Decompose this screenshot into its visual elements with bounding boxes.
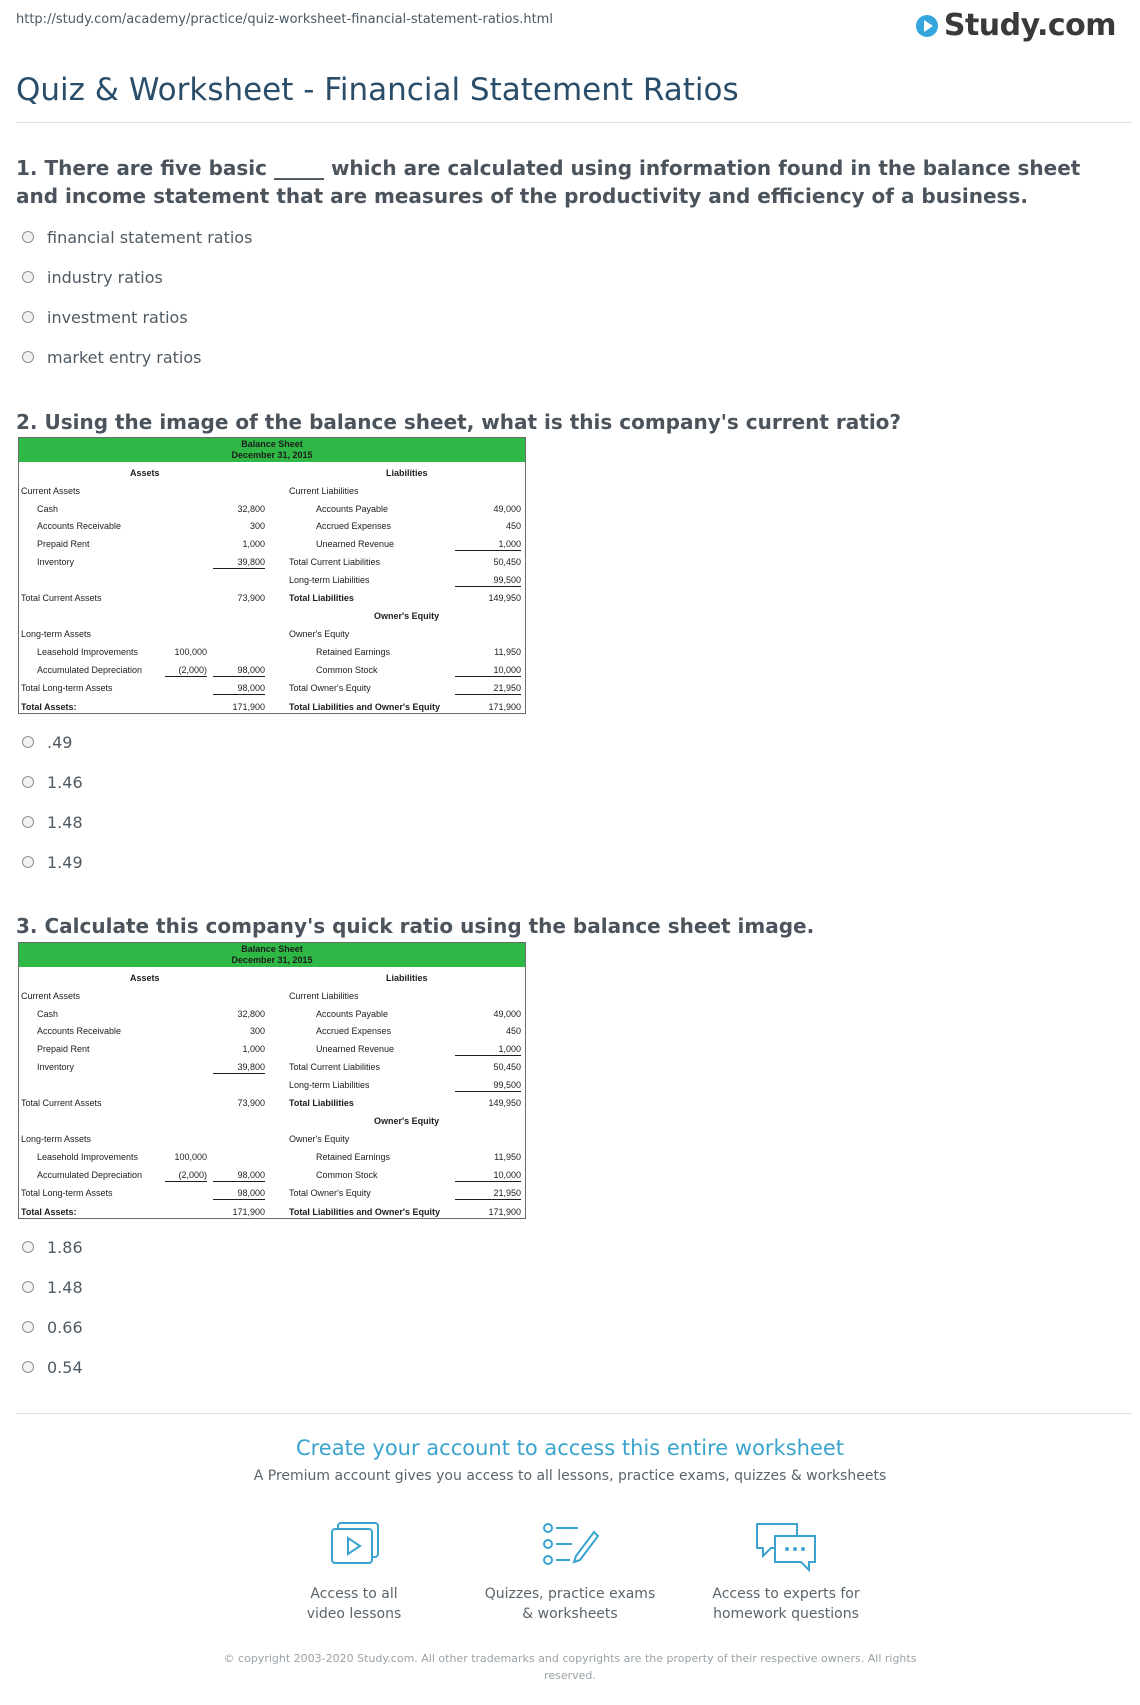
balance-sheet-title: Balance Sheet xyxy=(241,944,303,954)
feature-video-lessons xyxy=(254,1520,454,1624)
cta-subtitle: A Premium account gives you access to all lessons, practice exams, quizzes & worksheets xyxy=(253,1468,887,1484)
total-owners-equity-label: Total Owner's Equity xyxy=(289,1188,371,1198)
question-2-text: 2. Using the image of the balance sheet, what is this company's current ratio? xyxy=(16,410,902,434)
inventory-value: 39,800 xyxy=(213,556,265,569)
total-lt-assets-value: 98,000 xyxy=(213,1187,265,1200)
option-label: industry ratios xyxy=(47,267,163,287)
current-liabilities-label: Current Liabilities xyxy=(289,991,359,1001)
answer-option[interactable] xyxy=(22,1307,83,1347)
feature-label: homework questions xyxy=(713,1606,859,1622)
common-value: 10,000 xyxy=(455,1169,521,1182)
radio-button[interactable] xyxy=(22,736,34,748)
retained-label: Retained Earnings xyxy=(316,647,391,657)
leasehold-value: 100,000 xyxy=(174,1152,207,1162)
ar-value: 300 xyxy=(249,1026,265,1036)
option-label: 1.46 xyxy=(47,772,83,792)
radio-button[interactable] xyxy=(22,231,34,243)
accrued-label: Accrued Expenses xyxy=(316,1026,392,1036)
cash-value: 32,800 xyxy=(237,1009,265,1019)
common-value: 10,000 xyxy=(455,664,521,677)
accrued-label: Accrued Expenses xyxy=(316,521,392,531)
inventory-label: Inventory xyxy=(37,557,75,567)
feature-label: video lessons xyxy=(306,1606,402,1622)
ap-label: Accounts Payable xyxy=(316,1009,389,1019)
question-3-options xyxy=(22,1227,83,1387)
answer-option[interactable] xyxy=(22,1227,83,1267)
common-label: Common Stock xyxy=(316,665,378,675)
total-liabilities-label: Total Liabilities xyxy=(289,593,354,603)
answer-option[interactable] xyxy=(22,1347,83,1387)
lt-liabilities-value: 99,500 xyxy=(455,1079,521,1092)
feature-label: Access to experts for xyxy=(712,1586,860,1602)
total-liabilities-label: Total Liabilities xyxy=(289,1098,354,1108)
feature-label: Quizzes, practice exams xyxy=(484,1586,656,1602)
option-label: 0.54 xyxy=(47,1357,83,1377)
total-le-label: Total Liabilities and Owner's Equity xyxy=(289,1207,440,1217)
option-label: 1.48 xyxy=(47,1277,83,1297)
accum-dep-label: Accumulated Depreciation xyxy=(37,665,143,675)
option-label: investment ratios xyxy=(47,307,188,327)
ap-label: Accounts Payable xyxy=(316,504,389,514)
current-assets-label: Current Assets xyxy=(21,486,81,496)
option-label: market entry ratios xyxy=(47,347,202,367)
total-current-liabilities-value: 50,450 xyxy=(493,557,521,567)
feature-label: & worksheets xyxy=(522,1606,618,1622)
cash-label: Cash xyxy=(37,1009,59,1019)
cash-value: 32,800 xyxy=(237,504,265,514)
unearned-label: Unearned Revenue xyxy=(316,539,395,549)
ar-label: Accounts Receivable xyxy=(37,1026,122,1036)
option-label: 0.66 xyxy=(47,1317,83,1337)
total-current-liabilities-label: Total Current Liabilities xyxy=(289,1062,381,1072)
balance-sheet-image xyxy=(18,942,526,1219)
prepaid-value: 1,000 xyxy=(242,1044,265,1054)
chat-bubbles-icon xyxy=(753,1520,819,1572)
accum-dep-label: Accumulated Depreciation xyxy=(37,1170,143,1180)
answer-option[interactable] xyxy=(22,722,83,762)
radio-button[interactable] xyxy=(22,1241,34,1253)
inventory-label: Inventory xyxy=(37,1062,75,1072)
video-lessons-icon xyxy=(324,1520,384,1572)
owners-equity-header: Owner's Equity xyxy=(374,611,440,621)
total-assets-label: Total Assets: xyxy=(21,702,77,712)
total-le-value: 171,900 xyxy=(488,1207,521,1217)
total-current-liabilities-value: 50,450 xyxy=(493,1062,521,1072)
total-lt-assets-label: Total Long-term Assets xyxy=(21,683,113,693)
total-owners-equity-value: 21,950 xyxy=(455,682,521,695)
cta-divider xyxy=(16,1413,1132,1414)
lt-assets-label: Long-term Assets xyxy=(21,1134,92,1144)
radio-button[interactable] xyxy=(22,1361,34,1373)
question-1-options xyxy=(22,217,252,377)
option-label: .49 xyxy=(47,732,73,752)
ar-label: Accounts Receivable xyxy=(37,521,122,531)
prepaid-value: 1,000 xyxy=(242,539,265,549)
retained-label: Retained Earnings xyxy=(316,1152,391,1162)
unearned-value: 1,000 xyxy=(455,1043,521,1056)
owners-equity-header: Owner's Equity xyxy=(374,1116,440,1126)
logo-text: Study.com xyxy=(943,8,1116,43)
ar-value: 300 xyxy=(249,521,265,531)
radio-button[interactable] xyxy=(22,776,34,788)
current-liabilities-label: Current Liabilities xyxy=(289,486,359,496)
option-label: financial statement ratios xyxy=(47,227,253,247)
current-assets-label: Current Assets xyxy=(21,991,81,1001)
total-current-assets-value: 73,900 xyxy=(237,593,265,603)
liabilities-header: Liabilities xyxy=(386,468,428,478)
create-account-link[interactable]: Create your account to access this entire worksheet xyxy=(295,1436,845,1460)
radio-button[interactable] xyxy=(22,1321,34,1333)
radio-button[interactable] xyxy=(22,311,34,323)
accrued-value: 450 xyxy=(505,1026,521,1036)
quiz-list-icon xyxy=(540,1520,600,1572)
unearned-value: 1,000 xyxy=(455,538,521,551)
total-assets-label: Total Assets: xyxy=(21,1207,77,1217)
accum-dep-value: (2,000) xyxy=(165,1169,207,1182)
option-label: 1.86 xyxy=(47,1237,83,1257)
radio-button[interactable] xyxy=(22,271,34,283)
assets-header: Assets xyxy=(130,973,160,983)
answer-option[interactable] xyxy=(22,1267,83,1307)
inventory-value: 39,800 xyxy=(213,1061,265,1074)
answer-option[interactable] xyxy=(22,297,252,337)
lt-liabilities-label: Long-term Liabilities xyxy=(289,575,370,585)
leasehold-label: Leasehold Improvements xyxy=(37,1152,139,1162)
prepaid-label: Prepaid Rent xyxy=(37,1044,90,1054)
balance-sheet-date: December 31, 2015 xyxy=(231,450,313,460)
balance-sheet-title: Balance Sheet xyxy=(241,439,303,449)
question-1-text: 1. There are five basic _____ which are calculated using information found in the balance sheet and income statement that are measures of the productivity and efficiency of a business. xyxy=(16,156,1081,208)
radio-button[interactable] xyxy=(22,351,34,363)
lt-assets-label: Long-term Assets xyxy=(21,629,92,639)
answer-option[interactable] xyxy=(22,217,252,257)
feature-label: Access to all xyxy=(310,1586,398,1602)
option-label: 1.48 xyxy=(47,812,83,832)
unearned-label: Unearned Revenue xyxy=(316,1044,395,1054)
radio-button[interactable] xyxy=(22,816,34,828)
total-le-value: 171,900 xyxy=(488,702,521,712)
question-2-options xyxy=(22,722,83,882)
lt-liabilities-label: Long-term Liabilities xyxy=(289,1080,370,1090)
accum-dep-value: (2,000) xyxy=(165,664,207,677)
accum-dep-net: 98,000 xyxy=(213,664,265,677)
copyright-line: © copyright 2003-2020 Study.com. All other trademarks and copyrights are the property of their respective owners. All rights xyxy=(223,1652,917,1665)
ap-value: 49,000 xyxy=(493,1009,521,1019)
option-label: 1.49 xyxy=(47,852,83,872)
accum-dep-net: 98,000 xyxy=(213,1169,265,1182)
ap-value: 49,000 xyxy=(493,504,521,514)
common-label: Common Stock xyxy=(316,1170,378,1180)
owners-equity-label: Owner's Equity xyxy=(289,629,350,639)
answer-option[interactable] xyxy=(22,337,252,377)
copyright-line: reserved. xyxy=(544,1669,596,1682)
feature-experts xyxy=(686,1520,886,1624)
study-logo[interactable] xyxy=(916,8,1116,43)
lt-liabilities-value: 99,500 xyxy=(455,574,521,587)
question-3-text: 3. Calculate this company's quick ratio using the balance sheet image. xyxy=(16,914,815,938)
total-liabilities-value: 149,950 xyxy=(488,593,521,603)
total-current-assets-label: Total Current Assets xyxy=(21,593,102,603)
total-assets-value: 171,900 xyxy=(232,1207,265,1217)
leasehold-label: Leasehold Improvements xyxy=(37,647,139,657)
total-current-assets-label: Total Current Assets xyxy=(21,1098,102,1108)
play-icon xyxy=(916,15,938,37)
total-current-assets-value: 73,900 xyxy=(237,1098,265,1108)
leasehold-value: 100,000 xyxy=(174,647,207,657)
total-current-liabilities-label: Total Current Liabilities xyxy=(289,557,381,567)
page-url: http://study.com/academy/practice/quiz-worksheet-financial-statement-ratios.html xyxy=(16,12,553,27)
balance-sheet-date: December 31, 2015 xyxy=(231,955,313,965)
owners-equity-label: Owner's Equity xyxy=(289,1134,350,1144)
retained-value: 11,950 xyxy=(494,647,521,657)
prepaid-label: Prepaid Rent xyxy=(37,539,90,549)
page-title: Quiz & Worksheet - Financial Statement Ratios xyxy=(16,72,739,108)
balance-sheet-image xyxy=(18,437,526,714)
total-liabilities-value: 149,950 xyxy=(488,1098,521,1108)
total-assets-value: 171,900 xyxy=(232,702,265,712)
radio-button[interactable] xyxy=(22,1281,34,1293)
answer-option[interactable] xyxy=(22,257,252,297)
total-lt-assets-value: 98,000 xyxy=(213,682,265,695)
feature-quizzes xyxy=(470,1520,670,1624)
title-divider xyxy=(16,122,1132,123)
total-owners-equity-value: 21,950 xyxy=(455,1187,521,1200)
cash-label: Cash xyxy=(37,504,59,514)
accrued-value: 450 xyxy=(505,521,521,531)
balance-sheet-header xyxy=(19,943,525,967)
assets-header: Assets xyxy=(130,468,160,478)
answer-option[interactable] xyxy=(22,842,83,882)
answer-option[interactable] xyxy=(22,802,83,842)
answer-option[interactable] xyxy=(22,762,83,802)
radio-button[interactable] xyxy=(22,856,34,868)
balance-sheet-header xyxy=(19,438,525,462)
total-lt-assets-label: Total Long-term Assets xyxy=(21,1188,113,1198)
total-owners-equity-label: Total Owner's Equity xyxy=(289,683,371,693)
liabilities-header: Liabilities xyxy=(386,973,428,983)
total-le-label: Total Liabilities and Owner's Equity xyxy=(289,702,440,712)
retained-value: 11,950 xyxy=(494,1152,521,1162)
copyright-footer xyxy=(210,1650,930,1684)
